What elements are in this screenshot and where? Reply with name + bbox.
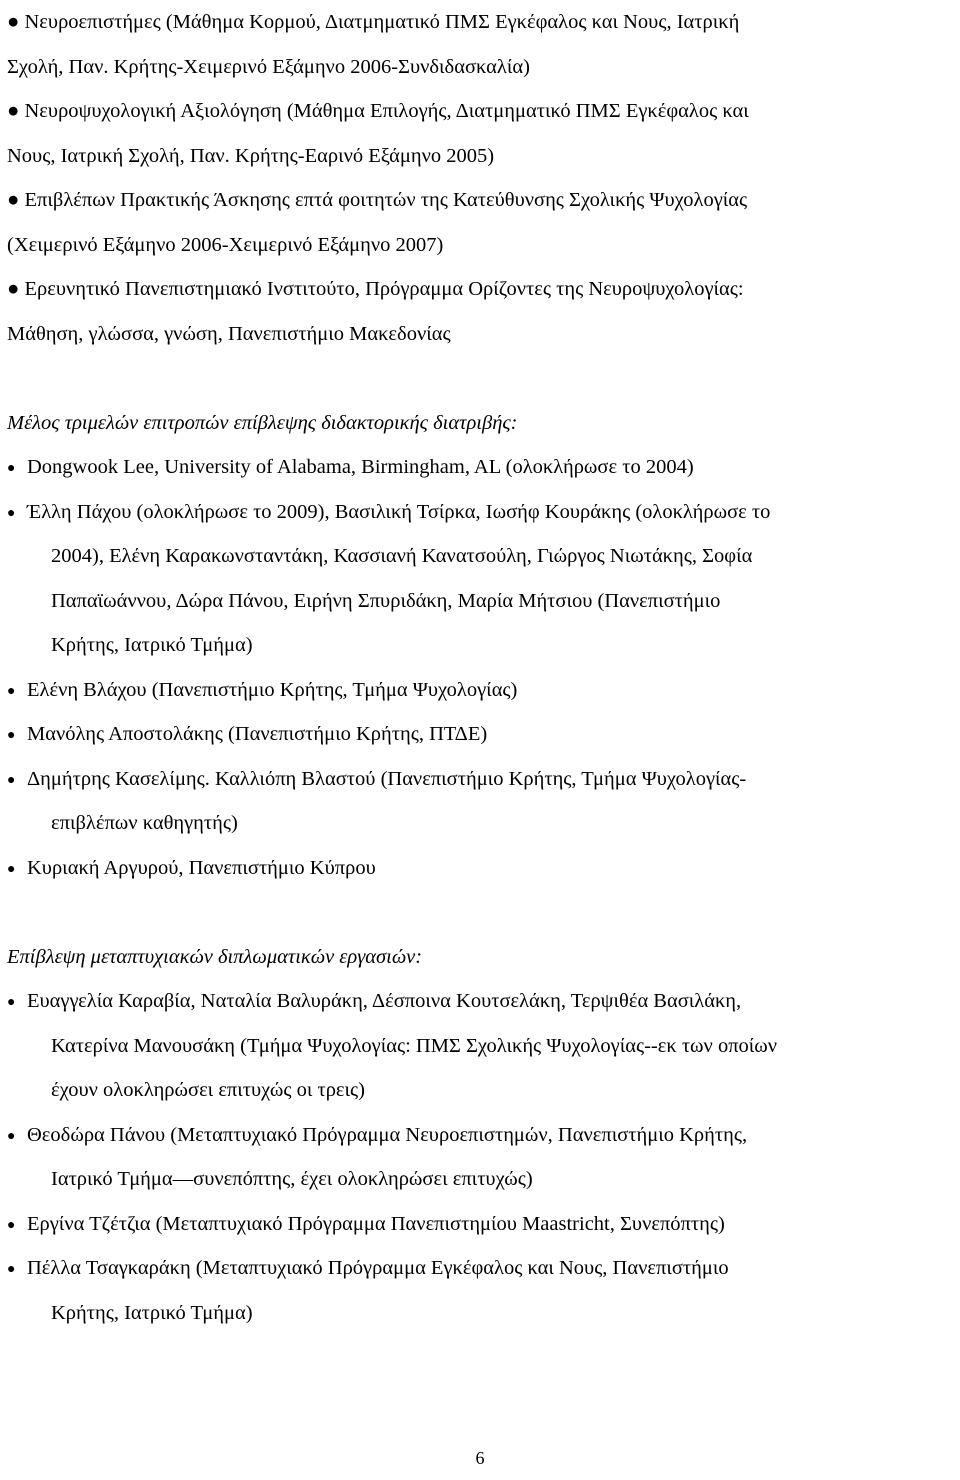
text-line: (Χειμερινό Εξάμηνο 2006-Χειμερινό Εξάμηνο 2007) bbox=[7, 233, 444, 256]
text-line: ● Νευροψυχολογική Αξιολόγηση (Μάθημα Επιλογής, Διατμηματικό ΠΜΣ Εγκέφαλος και bbox=[7, 100, 749, 122]
item-continuation: Κατερίνα Μανουσάκη (Τμήμα Ψυχολογίας: ΠΜΣ Σχολικής Ψυχολογίας--εκ των οποίων bbox=[51, 1034, 778, 1057]
item-text: Κυριακή Αργυρού, Πανεπιστήμιο Κύπρου bbox=[27, 856, 376, 879]
item-continuation: Ιατρικό Τμήμα—συνεπόπτης, έχει ολοκληρώσει επιτυχώς) bbox=[51, 1168, 533, 1190]
list-item bbox=[7, 445, 940, 490]
list-item bbox=[7, 668, 940, 713]
bullet-icon: ● bbox=[7, 772, 16, 788]
section-heading: Μέλος τριμελών επιτροπών επίβλεψης διδακτορικής διατριβής: bbox=[7, 411, 518, 434]
bullet-icon: ● bbox=[7, 505, 16, 521]
bullet-icon: ● bbox=[7, 995, 16, 1010]
section-heading: Επίβλεψη μεταπτυχιακών διπλωματικών εργασιών: bbox=[7, 945, 423, 968]
item-text: Δημήτρης Κασελίμης. Καλλιόπη Βλαστού (Πανεπιστήμιο Κρήτης, Τμήμα Ψυχολογίας- bbox=[27, 767, 747, 790]
item-continuation: Κρήτης, Ιατρικό Τμήμα) bbox=[51, 634, 253, 656]
bullet-icon: ● bbox=[7, 1128, 16, 1144]
item-text: Εργίνα Τζέτζια (Μεταπτυχιακό Πρόγραμμα Πανεπιστημίου Maastricht, Συνεπόπτης) bbox=[27, 1212, 725, 1235]
text-line: ● Νευροεπιστήμες (Μάθημα Κορμού, Διατμηματικό ΠΜΣ Εγκέφαλος και Νους, Ιατρική bbox=[7, 11, 740, 33]
list-item bbox=[7, 846, 940, 891]
text-line: Μάθηση, γλώσσα, γνώση, Πανεπιστήμιο Μακεδονίας bbox=[7, 322, 451, 345]
spacer bbox=[7, 356, 940, 401]
text-line: ● Ερευνητικό Πανεπιστημιακό Ινστιτούτο, Πρόγραμμα Ορίζοντες της Νευροψυχολογίας: bbox=[7, 278, 744, 300]
list-item bbox=[7, 979, 940, 1113]
item-continuation: Παπαϊωάννου, Δώρα Πάνου, Ειρήνη Σπυριδάκη, Μαρία Μήτσιου (Πανεπιστήμιο bbox=[51, 589, 721, 612]
document-body bbox=[7, 0, 940, 1335]
item-continuation: 2004), Ελένη Καρακωνσταντάκη, Κασσιανή Κανατσούλη, Γιώργος Νιωτάκης, Σοφία bbox=[51, 545, 753, 567]
section-doctoral-committees bbox=[7, 401, 940, 891]
text-line: Σχολή, Παν. Κρήτης-Χειμερινό Εξάμηνο 2006-Συνδιδασκαλία) bbox=[7, 55, 530, 78]
bullet-icon: ● bbox=[7, 728, 16, 743]
teaching-list bbox=[7, 0, 940, 356]
item-text: Έλλη Πάχου (ολοκλήρωσε το 2009), Βασιλική Τσίρκα, Ιωσήφ Κουράκης (ολοκλήρωσε το bbox=[27, 500, 771, 523]
text-line: Νους, Ιατρική Σχολή, Παν. Κρήτης-Εαρινό Εξάμηνο 2005) bbox=[7, 144, 495, 167]
bullet-icon: ● bbox=[7, 861, 16, 877]
item-text: Ελένη Βλάχου (Πανεπιστήμιο Κρήτης, Τμήμα Ψυχολογίας) bbox=[27, 678, 518, 701]
bullet-icon: ● bbox=[7, 683, 16, 699]
list-item bbox=[7, 757, 940, 846]
item-continuation: έχουν ολοκληρώσει επιτυχώς οι τρεις) bbox=[51, 1079, 365, 1101]
spacer bbox=[7, 890, 940, 935]
text-line: ● Επιβλέπων Πρακτικής Άσκησης επτά φοιτητών της Κατεύθυνσης Σχολικής Ψυχολογίας bbox=[7, 189, 748, 211]
page-number: 6 bbox=[475, 1448, 485, 1468]
item-continuation: επιβλέπων καθηγητής) bbox=[51, 812, 238, 834]
list-item bbox=[7, 1246, 940, 1335]
section-masters-theses bbox=[7, 935, 940, 1336]
list-item bbox=[7, 490, 940, 668]
list-item bbox=[7, 712, 940, 757]
bullet-icon: ● bbox=[7, 461, 16, 476]
item-text: Μανόλης Αποστολάκης (Πανεπιστήμιο Κρήτης, ΠΤΔΕ) bbox=[27, 723, 488, 745]
item-text: Ευαγγελία Καραβία, Ναταλία Βαλυράκη, Δέσποινα Κουτσελάκη, Τερψιθέα Βασιλάκη, bbox=[27, 990, 742, 1012]
list-item bbox=[7, 1113, 940, 1202]
item-text: Dongwook Lee, University of Alabama, Birmingham, AL (ολοκλήρωσε το 2004) bbox=[27, 456, 694, 478]
item-text: Πέλλα Τσαγκαράκη (Μεταπτυχιακό Πρόγραμμα Εγκέφαλος και Νους, Πανεπιστήμιο bbox=[27, 1257, 729, 1279]
item-continuation: Κρήτης, Ιατρικό Τμήμα) bbox=[51, 1301, 253, 1324]
bullet-icon: ● bbox=[7, 1217, 16, 1233]
list-item bbox=[7, 1202, 940, 1247]
item-text: Θεοδώρα Πάνου (Μεταπτυχιακό Πρόγραμμα Νευροεπιστημών, Πανεπιστήμιο Κρήτης, bbox=[27, 1123, 748, 1146]
bullet-icon: ● bbox=[7, 1262, 16, 1277]
